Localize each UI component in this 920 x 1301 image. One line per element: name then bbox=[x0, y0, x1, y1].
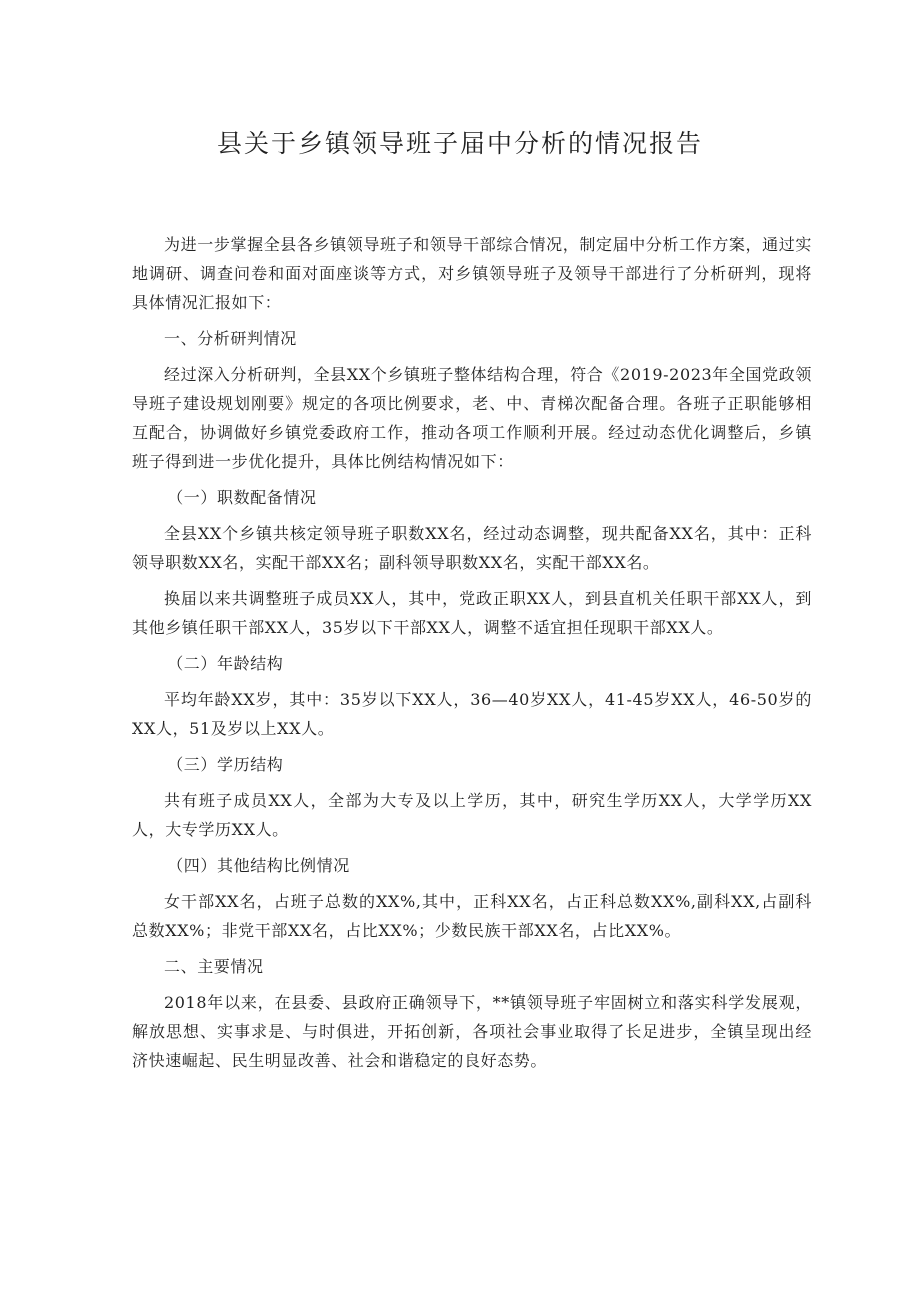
adjustment-paragraph: 换届以来共调整班子成员XX人，其中，党政正职XX人，到县直机关任职干部XX人，到其他乡镇任职干部XX人，35岁以下干部XX人，调整不适宜担任现职干部XX人。 bbox=[132, 589, 812, 637]
intro-paragraph: 为进一步掌握全县各乡镇领导班子和领导干部综合情况，制定届中分析工作方案，通过实地调研、调查问卷和面对面座谈等方式，对乡镇领导班子及领导干部进行了分析研判，现将具体情况汇报如下： bbox=[132, 235, 812, 312]
subheading-education: （三）学历结构 bbox=[167, 755, 284, 774]
age-paragraph: 平均年龄XX岁，其中：35岁以下XX人，36—40岁XX人，41-45岁XX人，46-50岁的XX人，51及岁以上XX人。 bbox=[132, 690, 812, 738]
subheading-age: （二）年龄结构 bbox=[167, 654, 284, 673]
main-paragraph: 2018年以来，在县委、县政府正确领导下，**镇领导班子牢固树立和落实科学发展观，解放思想、实事求是、与时俱进，开拓创新，各项社会事业取得了长足进步，全镇呈现出经济快速崛起、民生明显改善、社会和谐稳定的良好态势。 bbox=[132, 993, 812, 1070]
analysis-paragraph: 经过深入分析研判，全县XX个乡镇班子整体结构合理，符合《2019-2023年全国党政领导班子建设规划刚要》规定的各项比例要求，老、中、青梯次配备合理。各班子正职能够相互配合，协调做好乡镇党委政府工作，推动各项工作顺利开展。经过动态优化调整后，乡镇班子得到进一步优化提升，具体比例结构情况如下： bbox=[132, 365, 812, 471]
subheading-staffing: （一）职数配备情况 bbox=[167, 488, 317, 507]
document-title: 县关于乡镇领导班子届中分析的情况报告 bbox=[216, 129, 703, 158]
staffing-paragraph: 全县XX个乡镇共核定领导班子职数XX名，经过动态调整，现共配备XX名，其中：正科领导职数XX名，实配干部XX名；副科领导职数XX名，实配干部XX名。 bbox=[132, 524, 812, 572]
document-body bbox=[132, 230, 812, 1082]
section-heading-analysis: 一、分析研判情况 bbox=[164, 329, 297, 348]
section-heading-main: 二、主要情况 bbox=[164, 957, 264, 976]
subheading-other-ratios: （四）其他结构比例情况 bbox=[167, 856, 350, 875]
education-paragraph: 共有班子成员XX人，全部为大专及以上学历，其中，研究生学历XX人，大学学历XX人，大专学历XX人。 bbox=[132, 791, 812, 839]
other-ratios-paragraph: 女干部XX名，占班子总数的XX%,其中，正科XX名，占正科总数XX%,副科XX,占副科总数XX%；非党干部XX名，占比XX%；少数民族干部XX名，占比XX%。 bbox=[132, 892, 812, 940]
